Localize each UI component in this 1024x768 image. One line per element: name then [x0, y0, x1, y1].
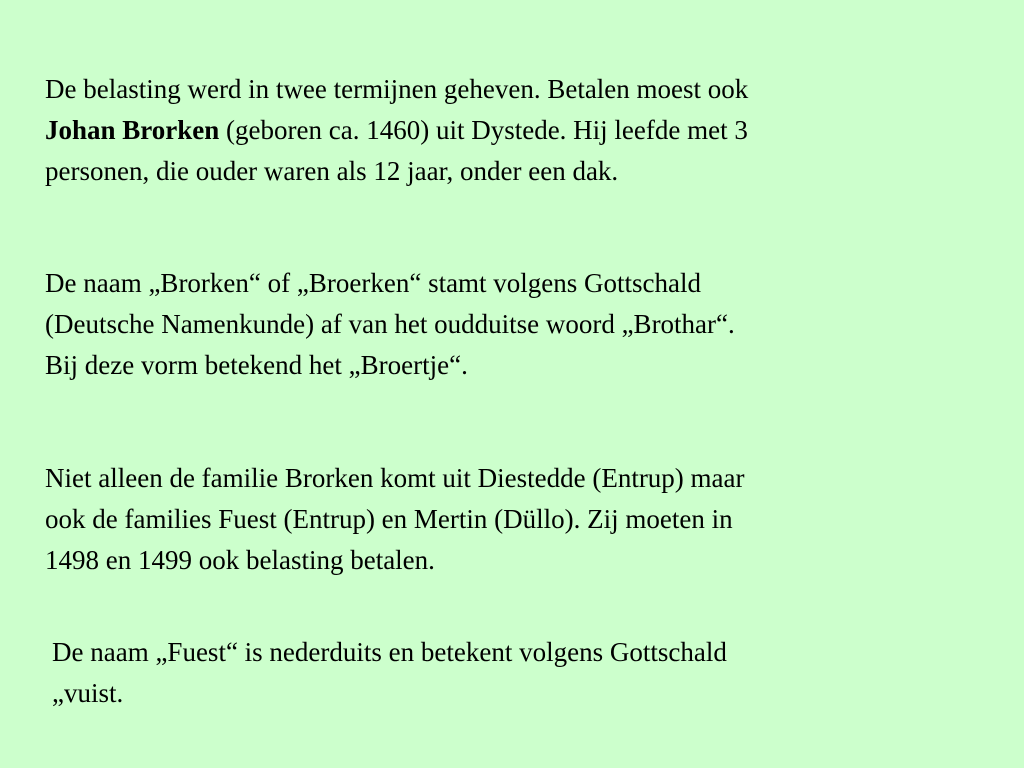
text-line-rest: (geboren ca. 1460) uit Dystede. Hij leefde met 3 — [219, 115, 748, 145]
text-line: 1498 en 1499 ook belasting betalen. — [45, 545, 435, 575]
person-name: Johan Brorken — [45, 115, 220, 145]
text-line: De naam „Fuest“ is nederduits en betekent volgens Gottschald — [52, 637, 727, 667]
paragraph-families-diestedde — [45, 458, 745, 581]
text-line: ook de families Fuest (Entrup) en Mertin (Düllo). Zij moeten in — [45, 504, 733, 534]
text-line: „vuist. — [52, 678, 124, 708]
paragraph-name-origin-fuest — [52, 632, 727, 714]
text-line: Bij deze vorm betekend het „Broertje“. — [45, 350, 468, 380]
text-line: De belasting werd in twee termijnen geheven. Betalen moest ook — [45, 74, 749, 104]
text-line: De naam „Brorken“ of „Broerken“ stamt volgens Gottschald — [45, 268, 702, 298]
text-line: (Deutsche Namenkunde) af van het oudduitse woord „Brothar“. — [45, 309, 735, 339]
text-line — [45, 110, 748, 151]
paragraph-name-origin-brorken — [45, 263, 735, 386]
text-line: personen, die ouder waren als 12 jaar, onder een dak. — [45, 156, 619, 186]
paragraph-tax-installments — [45, 69, 748, 192]
text-line: Niet alleen de familie Brorken komt uit Diestedde (Entrup) maar — [45, 463, 745, 493]
